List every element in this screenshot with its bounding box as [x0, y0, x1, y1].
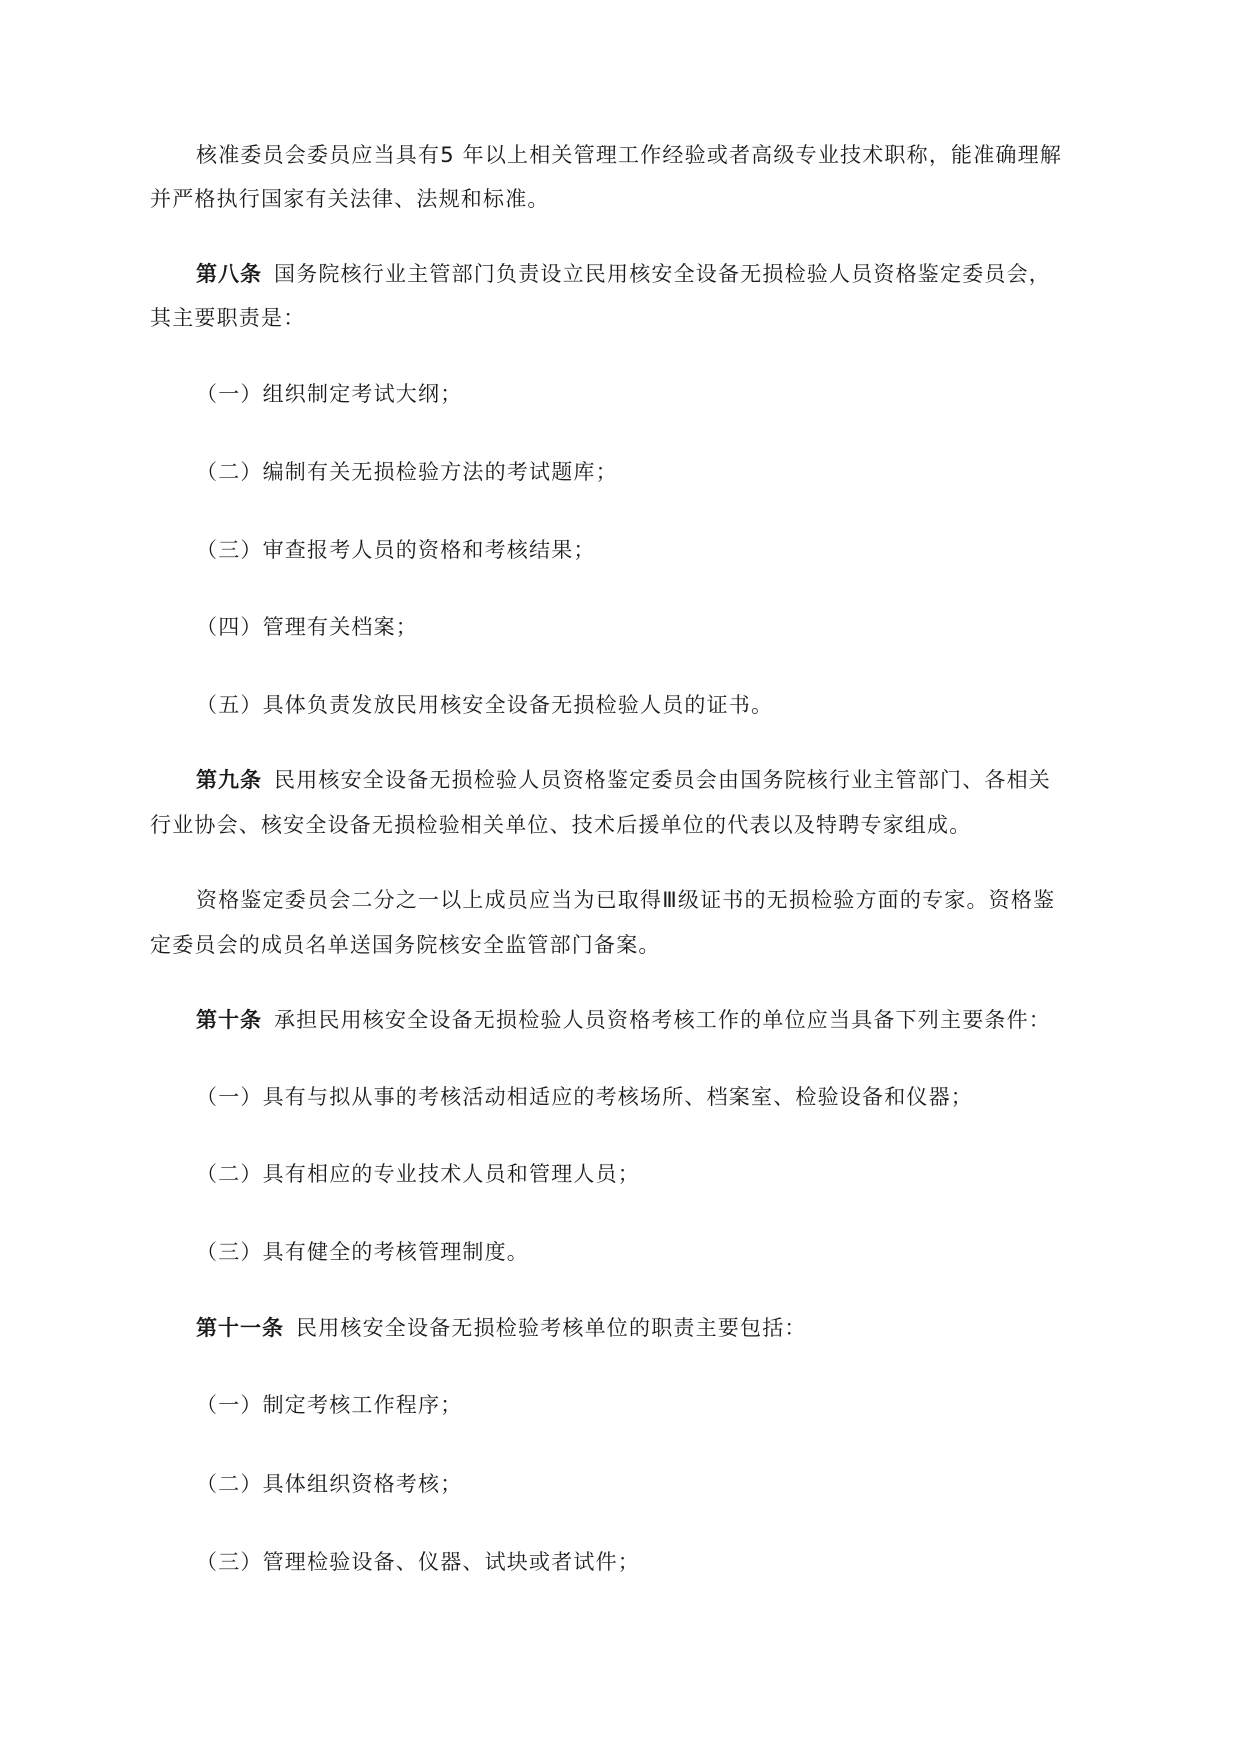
article-8-line	[196, 260, 1051, 288]
article-text: 国务院核行业主管部门负责设立民用核安全设备无损检验人员资格鉴定委员会，	[274, 262, 1051, 286]
list-item: （一）制定考核工作程序；	[196, 1393, 463, 1417]
article-text: 承担民用核安全设备无损检验人员资格考核工作的单位应当具备下列主要条件：	[274, 1008, 1051, 1032]
article-text: 民用核安全设备无损检验人员资格鉴定委员会由国务院核行业主管部门、各相关	[274, 768, 1051, 792]
list-item: （五）具体负责发放民用核安全设备无损检验人员的证书。	[196, 693, 774, 717]
list-item: （二）编制有关无损检验方法的考试题库；	[196, 460, 618, 484]
paragraph-line: 其主要职责是：	[150, 306, 306, 330]
list-item: （三）具有健全的考核管理制度。	[196, 1240, 529, 1264]
article-9-line	[196, 766, 1051, 794]
list-item: （一）组织制定考试大纲；	[196, 382, 463, 406]
list-item: （一）具有与拟从事的考核活动相适应的考核场所、档案室、检验设备和仪器；	[196, 1085, 973, 1109]
paragraph-line: 资格鉴定委员会二分之一以上成员应当为已取得Ⅲ级证书的无损检验方面的专家。资格鉴	[196, 888, 1056, 912]
list-item: （三）审查报考人员的资格和考核结果；	[196, 538, 596, 562]
article-10-line	[196, 1006, 1051, 1034]
list-item: （二）具体组织资格考核；	[196, 1472, 463, 1496]
paragraph-line: 定委员会的成员名单送国务院核安全监管部门备案。	[150, 933, 661, 957]
paragraph-line: 行业协会、核安全设备无损检验相关单位、技术后援单位的代表以及特聘专家组成。	[150, 813, 972, 837]
list-item: （三）管理检验设备、仪器、试块或者试件；	[196, 1550, 640, 1574]
article-text: 民用核安全设备无损检验考核单位的职责主要包括：	[296, 1316, 807, 1340]
article-11-line	[196, 1314, 807, 1342]
article-label: 第十一条	[196, 1316, 284, 1340]
list-item: （四）管理有关档案；	[196, 615, 418, 639]
paragraph-line: 核准委员会委员应当具有5 年以上相关管理工作经验或者高级专业技术职称，能准确理解	[196, 143, 1063, 167]
article-label: 第九条	[196, 768, 262, 792]
article-label: 第八条	[196, 262, 262, 286]
article-label: 第十条	[196, 1008, 262, 1032]
paragraph-line: 并严格执行国家有关法律、法规和标准。	[150, 187, 550, 211]
list-item: （二）具有相应的专业技术人员和管理人员；	[196, 1162, 640, 1186]
